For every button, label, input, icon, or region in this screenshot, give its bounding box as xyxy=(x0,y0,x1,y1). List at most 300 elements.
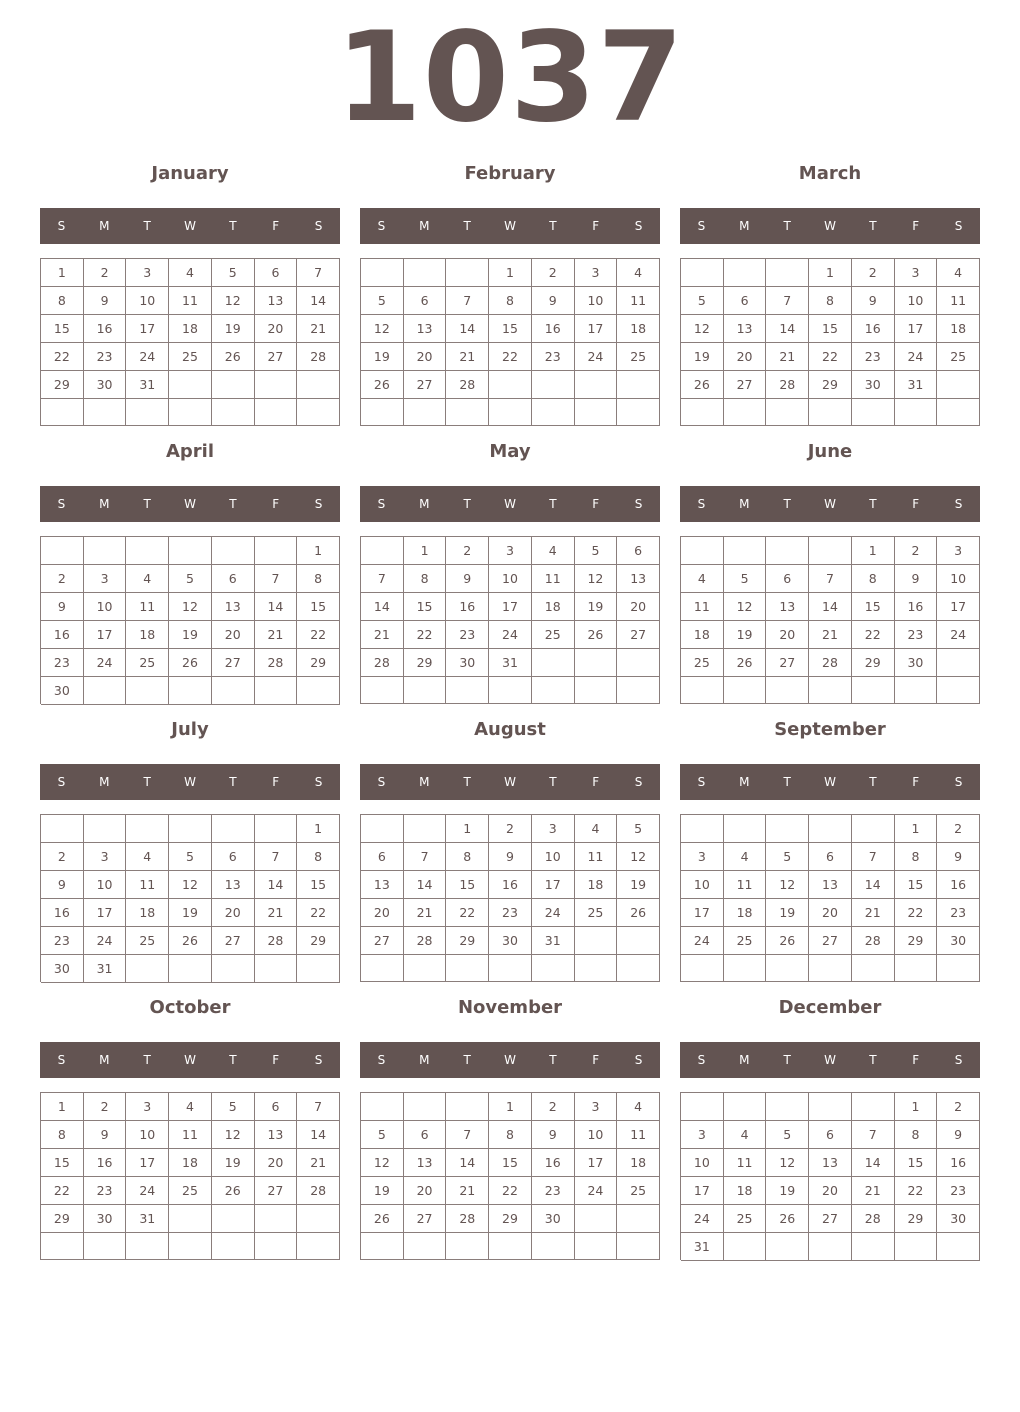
day-cell: 2 xyxy=(852,259,895,287)
day-cell: 24 xyxy=(681,927,724,955)
empty-cell xyxy=(489,955,532,982)
day-cell: 7 xyxy=(255,843,298,871)
empty-cell xyxy=(937,649,980,677)
empty-cell xyxy=(681,259,724,287)
empty-cell xyxy=(255,1233,298,1260)
weekday-label: W xyxy=(504,219,516,233)
empty-cell xyxy=(766,259,809,287)
month-june xyxy=(680,434,980,704)
empty-cell xyxy=(809,955,852,982)
weekday-label: S xyxy=(377,219,386,233)
empty-cell xyxy=(809,815,852,843)
empty-cell xyxy=(575,927,618,955)
weekday-label: T xyxy=(549,219,557,233)
day-cell: 6 xyxy=(212,565,255,593)
day-cell: 1 xyxy=(489,1093,532,1121)
day-cell: 30 xyxy=(937,927,980,955)
day-cell: 15 xyxy=(404,593,447,621)
day-cell: 24 xyxy=(532,899,575,927)
empty-cell xyxy=(852,955,895,982)
day-cell: 2 xyxy=(532,1093,575,1121)
weekday-label: S xyxy=(57,497,66,511)
day-cell: 16 xyxy=(895,593,938,621)
empty-cell xyxy=(297,1205,340,1233)
weekday-label: F xyxy=(592,219,600,233)
day-cell: 3 xyxy=(895,259,938,287)
day-cell: 4 xyxy=(126,565,169,593)
day-cell: 14 xyxy=(446,315,489,343)
day-cell: 9 xyxy=(937,1121,980,1149)
day-cell: 2 xyxy=(895,537,938,565)
empty-cell xyxy=(255,399,298,426)
day-cell: 2 xyxy=(84,259,127,287)
empty-cell xyxy=(809,1233,852,1261)
day-cell: 26 xyxy=(361,1205,404,1233)
empty-cell xyxy=(361,537,404,565)
day-cell: 23 xyxy=(852,343,895,371)
day-cell: 15 xyxy=(489,1149,532,1177)
empty-cell xyxy=(809,677,852,704)
day-cell: 21 xyxy=(852,899,895,927)
empty-cell xyxy=(84,677,127,705)
empty-cell xyxy=(169,399,212,426)
day-cell: 15 xyxy=(446,871,489,899)
day-cell: 16 xyxy=(41,899,84,927)
empty-cell xyxy=(937,399,980,426)
month-name: April xyxy=(165,441,215,462)
weekday-label: T xyxy=(229,775,237,789)
day-cell: 14 xyxy=(255,871,298,899)
day-cell: 28 xyxy=(852,927,895,955)
day-cell: 12 xyxy=(212,287,255,315)
day-cell: 5 xyxy=(681,287,724,315)
empty-cell xyxy=(575,955,618,982)
day-cell: 18 xyxy=(724,899,767,927)
weekday-label: W xyxy=(504,1053,516,1067)
day-cell: 20 xyxy=(361,899,404,927)
empty-cell xyxy=(532,399,575,426)
day-cell: 5 xyxy=(575,537,618,565)
empty-cell xyxy=(404,259,447,287)
day-cell: 25 xyxy=(724,927,767,955)
day-cell: 12 xyxy=(766,871,809,899)
weekday-header xyxy=(40,208,340,244)
empty-cell xyxy=(446,677,489,704)
day-cell: 11 xyxy=(617,1121,660,1149)
day-cell: 22 xyxy=(41,1177,84,1205)
day-cell: 5 xyxy=(617,815,660,843)
day-cell: 1 xyxy=(489,259,532,287)
day-cell: 25 xyxy=(681,649,724,677)
day-cell: 7 xyxy=(852,1121,895,1149)
empty-cell xyxy=(724,1093,767,1121)
day-cell: 1 xyxy=(41,1093,84,1121)
empty-cell xyxy=(41,399,84,426)
empty-cell xyxy=(681,1093,724,1121)
day-cell: 6 xyxy=(255,1093,298,1121)
weekday-label: T xyxy=(143,1053,151,1067)
day-cell: 13 xyxy=(255,287,298,315)
day-cell: 14 xyxy=(809,593,852,621)
day-cell: 23 xyxy=(41,649,84,677)
empty-cell xyxy=(126,537,169,565)
day-cell: 26 xyxy=(169,649,212,677)
day-cell: 3 xyxy=(937,537,980,565)
empty-cell xyxy=(169,371,212,399)
day-cell: 31 xyxy=(126,371,169,399)
weekday-label: T xyxy=(869,1053,877,1067)
weekday-header xyxy=(40,486,340,522)
month-november xyxy=(360,990,660,1260)
weekday-label: F xyxy=(592,497,600,511)
day-cell: 15 xyxy=(297,871,340,899)
day-cell: 11 xyxy=(724,1149,767,1177)
weekday-label: S xyxy=(634,497,643,511)
month-march xyxy=(680,156,980,426)
day-cell: 1 xyxy=(297,815,340,843)
day-cell: 20 xyxy=(404,1177,447,1205)
empty-cell xyxy=(809,1093,852,1121)
empty-cell xyxy=(255,677,298,705)
day-cell: 4 xyxy=(724,843,767,871)
weekday-label: T xyxy=(549,497,557,511)
day-cell: 26 xyxy=(169,927,212,955)
day-cell: 10 xyxy=(84,871,127,899)
day-cell: 21 xyxy=(297,1149,340,1177)
empty-cell xyxy=(297,955,340,983)
empty-cell xyxy=(84,399,127,426)
day-cell: 3 xyxy=(575,259,618,287)
empty-cell xyxy=(126,399,169,426)
day-cell: 16 xyxy=(532,1149,575,1177)
day-cell: 26 xyxy=(575,621,618,649)
day-cell: 28 xyxy=(255,927,298,955)
day-cell: 25 xyxy=(126,927,169,955)
day-cell: 30 xyxy=(41,955,84,983)
day-cell: 31 xyxy=(681,1233,724,1261)
day-cell: 19 xyxy=(766,899,809,927)
day-cell: 19 xyxy=(575,593,618,621)
weekday-label: F xyxy=(592,1053,600,1067)
empty-cell xyxy=(212,537,255,565)
day-cell: 12 xyxy=(361,1149,404,1177)
day-cell: 25 xyxy=(532,621,575,649)
day-cell: 19 xyxy=(724,621,767,649)
weekday-label: T xyxy=(549,1053,557,1067)
day-cell: 4 xyxy=(724,1121,767,1149)
day-cell: 16 xyxy=(532,315,575,343)
day-cell: 7 xyxy=(446,287,489,315)
empty-cell xyxy=(169,677,212,705)
day-cell: 11 xyxy=(169,1121,212,1149)
day-cell: 22 xyxy=(489,1177,532,1205)
day-grid xyxy=(40,1092,340,1260)
day-cell: 2 xyxy=(41,565,84,593)
weekday-label: F xyxy=(272,775,280,789)
empty-cell xyxy=(297,1233,340,1260)
day-cell: 20 xyxy=(255,315,298,343)
day-cell: 10 xyxy=(681,871,724,899)
empty-cell xyxy=(852,677,895,704)
empty-cell xyxy=(575,677,618,704)
day-cell: 23 xyxy=(937,899,980,927)
day-cell: 7 xyxy=(446,1121,489,1149)
weekday-label: T xyxy=(783,497,791,511)
day-cell: 27 xyxy=(361,927,404,955)
day-cell: 18 xyxy=(617,1149,660,1177)
empty-cell xyxy=(617,371,660,399)
empty-cell xyxy=(766,537,809,565)
weekday-header xyxy=(680,1042,980,1078)
day-cell: 29 xyxy=(809,371,852,399)
empty-cell xyxy=(212,955,255,983)
day-cell: 21 xyxy=(255,899,298,927)
day-cell: 24 xyxy=(84,927,127,955)
day-grid xyxy=(40,536,340,704)
day-cell: 5 xyxy=(766,1121,809,1149)
day-cell: 1 xyxy=(41,259,84,287)
day-cell: 13 xyxy=(212,871,255,899)
empty-cell xyxy=(361,259,404,287)
empty-cell xyxy=(404,1233,447,1260)
day-cell: 14 xyxy=(446,1149,489,1177)
weekday-label: S xyxy=(314,775,323,789)
empty-cell xyxy=(212,399,255,426)
empty-cell xyxy=(681,955,724,982)
weekday-label: T xyxy=(869,497,877,511)
empty-cell xyxy=(84,1233,127,1260)
day-cell: 26 xyxy=(724,649,767,677)
empty-cell xyxy=(169,955,212,983)
day-cell: 28 xyxy=(297,1177,340,1205)
empty-cell xyxy=(489,677,532,704)
empty-cell xyxy=(255,955,298,983)
month-april xyxy=(40,434,340,704)
day-cell: 16 xyxy=(41,621,84,649)
day-cell: 25 xyxy=(169,1177,212,1205)
day-cell: 2 xyxy=(84,1093,127,1121)
day-grid xyxy=(360,258,660,426)
day-cell: 12 xyxy=(681,315,724,343)
weekday-label: M xyxy=(739,219,750,233)
day-cell: 9 xyxy=(84,1121,127,1149)
day-cell: 26 xyxy=(766,927,809,955)
day-cell: 8 xyxy=(852,565,895,593)
empty-cell xyxy=(937,955,980,982)
weekday-label: T xyxy=(143,497,151,511)
day-cell: 30 xyxy=(84,1205,127,1233)
day-cell: 27 xyxy=(404,371,447,399)
day-cell: 13 xyxy=(724,315,767,343)
empty-cell xyxy=(404,955,447,982)
month-name: May xyxy=(489,441,531,462)
day-grid xyxy=(680,814,980,982)
day-cell: 21 xyxy=(446,1177,489,1205)
empty-cell xyxy=(895,955,938,982)
day-cell: 22 xyxy=(895,899,938,927)
empty-cell xyxy=(489,399,532,426)
day-cell: 6 xyxy=(404,1121,447,1149)
day-cell: 27 xyxy=(617,621,660,649)
day-cell: 16 xyxy=(446,593,489,621)
empty-cell xyxy=(255,371,298,399)
empty-cell xyxy=(617,649,660,677)
day-cell: 7 xyxy=(361,565,404,593)
empty-cell xyxy=(169,1233,212,1260)
day-cell: 4 xyxy=(617,1093,660,1121)
empty-cell xyxy=(361,955,404,982)
weekday-label: T xyxy=(549,775,557,789)
empty-cell xyxy=(575,1205,618,1233)
day-cell: 22 xyxy=(446,899,489,927)
empty-cell xyxy=(212,815,255,843)
day-cell: 2 xyxy=(937,1093,980,1121)
day-cell: 21 xyxy=(255,621,298,649)
day-cell: 17 xyxy=(126,1149,169,1177)
empty-cell xyxy=(404,1093,447,1121)
month-september xyxy=(680,712,980,982)
month-name: January xyxy=(151,163,229,184)
day-cell: 20 xyxy=(766,621,809,649)
day-cell: 16 xyxy=(489,871,532,899)
weekday-label: S xyxy=(634,219,643,233)
day-cell: 5 xyxy=(212,259,255,287)
empty-cell xyxy=(617,677,660,704)
empty-cell xyxy=(681,815,724,843)
day-cell: 6 xyxy=(724,287,767,315)
day-cell: 13 xyxy=(212,593,255,621)
empty-cell xyxy=(404,815,447,843)
day-cell: 14 xyxy=(852,1149,895,1177)
day-cell: 6 xyxy=(766,565,809,593)
day-cell: 2 xyxy=(41,843,84,871)
day-cell: 5 xyxy=(212,1093,255,1121)
day-cell: 21 xyxy=(446,343,489,371)
day-cell: 29 xyxy=(895,1205,938,1233)
day-grid xyxy=(40,258,340,426)
weekday-label: F xyxy=(272,497,280,511)
day-cell: 17 xyxy=(532,871,575,899)
day-cell: 5 xyxy=(361,287,404,315)
day-cell: 18 xyxy=(724,1177,767,1205)
day-cell: 11 xyxy=(937,287,980,315)
empty-cell xyxy=(937,1233,980,1261)
day-cell: 19 xyxy=(766,1177,809,1205)
day-cell: 19 xyxy=(681,343,724,371)
day-cell: 21 xyxy=(361,621,404,649)
day-cell: 27 xyxy=(212,927,255,955)
month-name: August xyxy=(474,719,546,740)
day-cell: 25 xyxy=(724,1205,767,1233)
day-cell: 12 xyxy=(212,1121,255,1149)
day-cell: 24 xyxy=(126,343,169,371)
weekday-header xyxy=(360,764,660,800)
empty-cell xyxy=(724,815,767,843)
day-cell: 25 xyxy=(575,899,618,927)
day-cell: 3 xyxy=(681,843,724,871)
day-cell: 15 xyxy=(297,593,340,621)
weekday-label: M xyxy=(739,775,750,789)
day-cell: 7 xyxy=(404,843,447,871)
month-february xyxy=(360,156,660,426)
day-cell: 9 xyxy=(41,593,84,621)
day-grid xyxy=(40,814,340,982)
empty-cell xyxy=(766,1093,809,1121)
weekday-label: M xyxy=(99,219,110,233)
day-cell: 11 xyxy=(126,593,169,621)
day-cell: 11 xyxy=(724,871,767,899)
day-cell: 11 xyxy=(169,287,212,315)
day-cell: 12 xyxy=(766,1149,809,1177)
weekday-label: W xyxy=(824,1053,836,1067)
weekday-label: T xyxy=(463,497,471,511)
day-cell: 16 xyxy=(937,1149,980,1177)
weekday-label: F xyxy=(272,219,280,233)
day-cell: 23 xyxy=(532,343,575,371)
day-cell: 11 xyxy=(532,565,575,593)
day-cell: 26 xyxy=(361,371,404,399)
weekday-label: S xyxy=(314,1053,323,1067)
month-name: February xyxy=(464,163,556,184)
empty-cell xyxy=(126,1233,169,1260)
weekday-label: T xyxy=(463,775,471,789)
day-cell: 31 xyxy=(895,371,938,399)
weekday-label: S xyxy=(697,1053,706,1067)
day-cell: 31 xyxy=(126,1205,169,1233)
empty-cell xyxy=(617,927,660,955)
day-cell: 29 xyxy=(852,649,895,677)
day-cell: 9 xyxy=(532,287,575,315)
day-cell: 19 xyxy=(361,1177,404,1205)
day-cell: 19 xyxy=(212,315,255,343)
empty-cell xyxy=(617,955,660,982)
empty-cell xyxy=(681,399,724,426)
empty-cell xyxy=(532,955,575,982)
day-cell: 1 xyxy=(297,537,340,565)
empty-cell xyxy=(766,677,809,704)
day-cell: 13 xyxy=(617,565,660,593)
day-cell: 24 xyxy=(84,649,127,677)
empty-cell xyxy=(724,955,767,982)
day-cell: 27 xyxy=(724,371,767,399)
day-cell: 10 xyxy=(126,1121,169,1149)
weekday-header xyxy=(680,764,980,800)
day-cell: 2 xyxy=(532,259,575,287)
weekday-label: T xyxy=(229,1053,237,1067)
day-cell: 3 xyxy=(489,537,532,565)
day-cell: 24 xyxy=(937,621,980,649)
empty-cell xyxy=(724,259,767,287)
empty-cell xyxy=(724,399,767,426)
day-cell: 23 xyxy=(895,621,938,649)
empty-cell xyxy=(895,399,938,426)
weekday-label: S xyxy=(634,1053,643,1067)
weekday-label: W xyxy=(184,219,196,233)
day-cell: 28 xyxy=(809,649,852,677)
day-cell: 9 xyxy=(489,843,532,871)
day-cell: 28 xyxy=(852,1205,895,1233)
weekday-label: W xyxy=(504,775,516,789)
day-cell: 19 xyxy=(212,1149,255,1177)
empty-cell xyxy=(724,677,767,704)
month-december xyxy=(680,990,980,1260)
day-cell: 2 xyxy=(937,815,980,843)
day-cell: 20 xyxy=(809,899,852,927)
day-cell: 12 xyxy=(361,315,404,343)
day-cell: 12 xyxy=(617,843,660,871)
day-cell: 8 xyxy=(809,287,852,315)
empty-cell xyxy=(297,371,340,399)
